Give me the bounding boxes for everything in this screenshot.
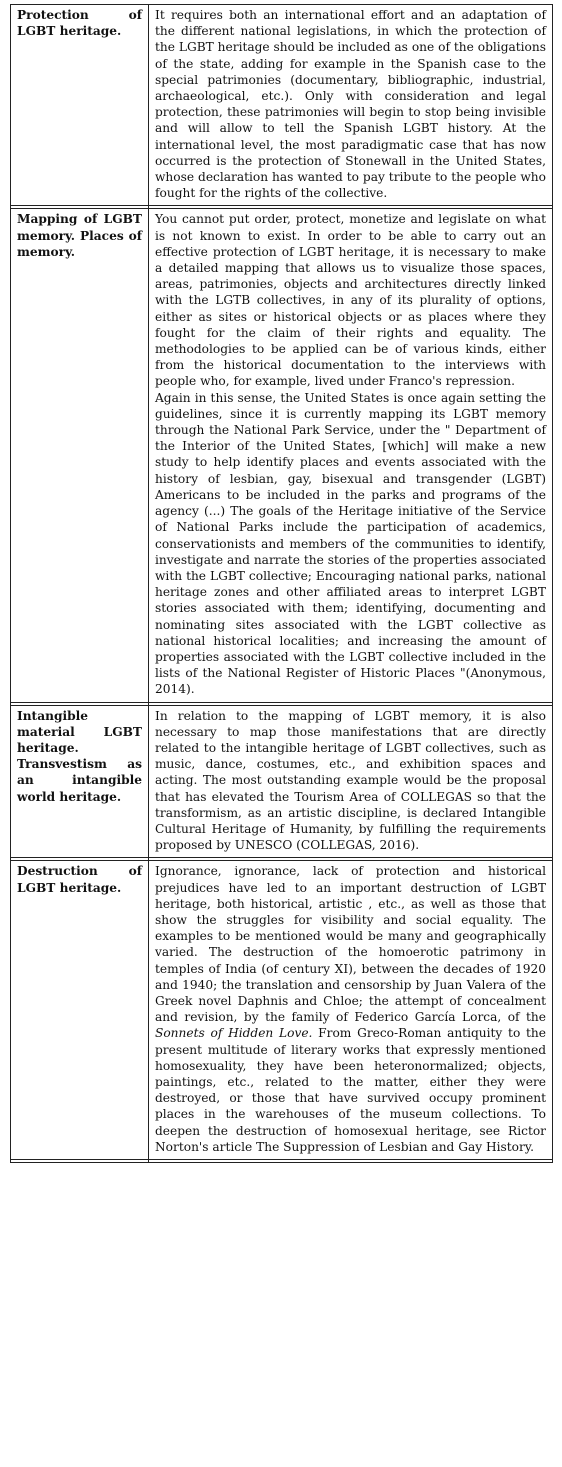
row-label-mapping: Mapping of LGBT memory. Places of memory.: [11, 209, 149, 702]
table-row: [11, 5, 553, 206]
row-label-intangible: Intangible material LGBT heritage. Transvestism as an intangible world heritage.: [11, 705, 149, 858]
row-spacer: [11, 1160, 553, 1163]
text-span: From Greco-Roman antiquity to the present multitude of literary works that expressly mentioned homosexuality, they have been heteronormalized; objects, paintings, etc., related to the matter, either they were destroyed, or those that have survived occupy prominent places in the warehouses of the museum collections. To deepen the destruction of homosexual heritage, see Rictor Norton's article The Suppression of Lesbian and Gay History.: [155, 1026, 546, 1154]
paragraph: [155, 863, 546, 1155]
italic-title: Sonnets of Hidden Love.: [155, 1026, 313, 1041]
paragraph: In relation to the mapping of LGBT memory, it is also necessary to map those manifestations that are directly related to the intangible heritage of LGBT collectives, such as music, dance, costumes, etc., and exhibition spaces and acting. The most outstanding example would be the proposal that has elevated the Tourism Area of COLLEGAS so that the transformism, as an artistic discipline, is declared Intangible Cultural Heritage of Humanity, by fulfilling the requirements proposed by UNESCO (COLLEGAS, 2016).: [155, 708, 546, 853]
row-text-mapping: [149, 209, 553, 702]
table-row: [11, 861, 553, 1160]
paragraph: It requires both an international effort and an adaptation of the different national legislations, in which the protection of the LGBT heritage should be included as one of the obligations of the state, adding for example in the Spanish case to the special patrimonies (documentary, bibliographic, industrial, archaeological, etc.). Only with consideration and legal protection, these patrimonies will begin to stop being invisible and will allow to tell the Spanish LGBT history. At the international level, the most paradigmatic case that has now occurred is the protection of Stonewall in the United States, whose declaration has wanted to pay tribute to the people who fought for the rights of the collective.: [155, 8, 546, 201]
heritage-table: [10, 4, 553, 1163]
row-text-destruction: [149, 861, 553, 1160]
row-label-protection: Protection of LGBT heritage.: [11, 5, 149, 206]
paragraph: Again in this sense, the United States is once again setting the guidelines, since it is currently mapping its LGBT memory through the National Park Service, under the " Department of the Interior of the United States, [which] will make a new study to help identify places and events associated with the history of lesbian, gay, bisexual and transgender (LGBT) Americans to be included in the parks and programs of the agency (...) The goals of the Heritage initiative of the Service of National Parks include the participation of academics, conservationists and members of the communities to identify, investigate and narrate the stories of the properties associated with the LGBT collective; Encouraging national parks, national heritage zones and other affiliated areas to interpret LGBT stories associated with them; identifying, documenting and nominating sites associated with the LGBT collective as national historical localities; and increasing the amount of properties associated with the LGBT collective included in the lists of the National Register of Historic Places "(Anonymous, 2014).: [155, 390, 546, 697]
table-row: [11, 209, 553, 702]
row-label-destruction: Destruction of LGBT heritage.: [11, 861, 149, 1160]
row-text-intangible: [149, 705, 553, 858]
paragraph: You cannot put order, protect, monetize and legislate on what is not known to exist. In order to be able to carry out an effective protection of LGBT heritage, it is necessary to make a detailed mapping that allows us to visualize those spaces, areas, patrimonies, objects and architectures directly linked with the LGTB collectives, in any of its plurality of options, either as sites or historical objects or as places where they fought for the claim of their rights and equality. The methodologies to be applied can be of various kinds, either from the historical documentation to the interviews with people who, for example, lived under Franco's repression.: [155, 212, 546, 389]
row-text-protection: [149, 5, 553, 206]
table-row: [11, 705, 553, 858]
text-span: Ignorance, ignorance, lack of protection and historical prejudices have led to an important destruction of LGBT heritage, both historical, artistic , etc., as well as those that show the struggles for visibility and social equality. The examples to be mentioned would be many and geographically varied. The destruction of the homoerotic patrimony in temples of India (of century XI), between the decades of 1920 and 1940; the translation and censorship by Juan Valera of the Greek novel Daphnis and Chloe; the attempt of concealment and revision, by the family of Federico García Lorca, of the: [155, 864, 546, 1025]
